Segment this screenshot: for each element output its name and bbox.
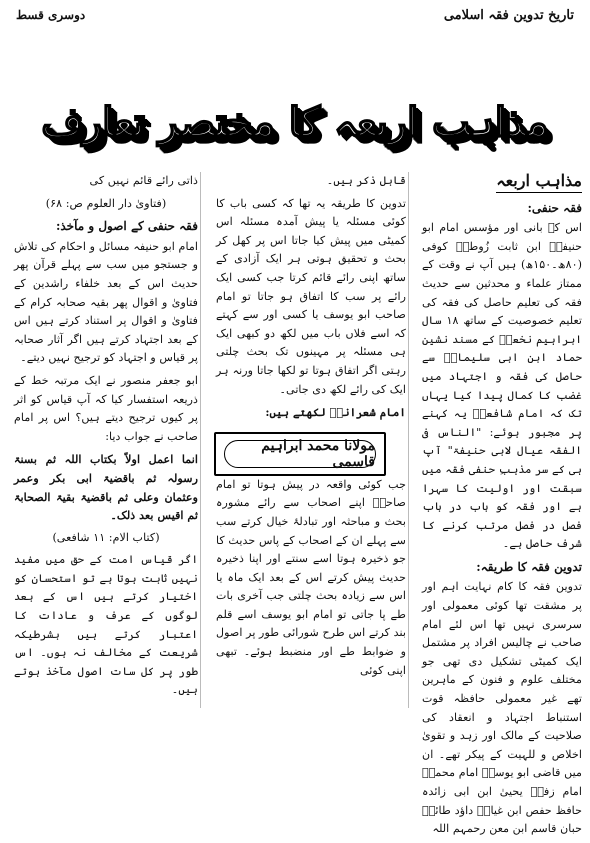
- section-heading: مذاہب اربعہ: [496, 172, 582, 193]
- paragraph: تدوین فقہ کا کام نہایت اہم اور پر مشقت تھا کوئی معمولی اور سرسری نہیں تھا اس لئے امام صاحب نے چالیس افراد پر مشتمل ایک کمیٹی تشکیل دی تھی جو مختلف علوم و فنون کے ماہرین تھے غیر معمولی حافظہ قوت استنباط اجتہاد و انعقاد کی صلاحیت کے مالک اور زہد و تقویٰ اخلاص و للہیت کے پیکر تھے۔ ان میں قاضی ابو یوسفؒ امام محمدؒ امام زفرؒ یحییٰ ابن ابی زائدہ حافظ حفص ابن غیاثؒ داؤد طائیؒ حبان قاسم ابن معن رحمہم اللہ: [422, 580, 582, 836]
- subheading-tadween: تدوین فقہ کا طریقہ:: [476, 559, 582, 574]
- title-banner: [0, 92, 590, 152]
- reference: (کتاب الام: ۱۱ شافعی): [52, 530, 160, 544]
- paragraph: اگر قیاس امت کے حق میں مفید نہیں ثابت ہوتا ہے تو استحسان کو اختیار کرتے ہیں اس کے بعد لوگوں کے عرف و عادات کا اعتبار کرتے ہیں بشرطیکہ شریعت کے مخالف نہ ہوں۔ اس طور پر کل سات اصول مآخذ ہوتے ہیں۔: [14, 553, 198, 697]
- paragraph: اس کے بانی اور مؤسس امام ابو حنیفہؒ ابن ثابت زُوطیؒ کوفی (۸۰ھ۔۱۵۰ھ) ہیں آپ نے وقت کے ممتاز علماء و محدثین سے حدیث فقہ کی تعلیم حاصل کی فقہ کی تعلیم خصوصیت کے ساتھ ۱۸ سال ابراہیم نخعیؒ کے مسند نشین حماد ابن ابی سلیمانؒ سے حاصل کی فقہ و اجتہاد میں غضب کا کمال پیدا کیا یہاں تک کہ امام شافعیؒ یہ کہنے پر مجبور ہوئے: "الناس فی الفقہ عیال لابی حنیفۃ" آپ ہی کے سر مذہبِ حنفی فقہ میں سبقت اور اولیت کا سہرا ہے اور فقہ کو باب در باب فصل در فصل مرتب کرنے کا شرف حاصل ہے۔: [422, 221, 582, 551]
- paragraph: قابل ذکر ہیں۔: [326, 174, 406, 187]
- paragraph: جب کوئی واقعہ در پیش ہوتا تو امام صاحبؒ اپنے اصحاب سے رائے مشورہ بحث و مباحثہ اور تبادلۂ خیال کرتے سب سے پہلے ان کے اصحاب کے پاس حدیث کا جو ذخیرہ ہوتا اسے سنتے اور اپنا ذخیرہ حدیث پیش کرتے اس کے بعد ایک ماہ یا اس سے زیادہ بحث چلتی جب آخری بات طے پا جاتی تو امام ابو یوسف اسے قلم بند کرتے اس طرح شورائی طور پر اصول و ضوابط طے اور منضبط ہوئے۔ تبھی اپنی کوئی: [216, 477, 406, 677]
- paragraph: تدوین کا طریقہ یہ تھا کہ کسی باب کا کوئی مسئلہ یا پیش آمدہ مسئلہ اس کمیٹی میں پیش کیا جاتا اس پر کھل کر بحث و تحقیق ہوتی ہر ایک آزادی کے ساتھ اپنی رائے قائم کرتا جب کسی ایک رائے پر سب کا اتفاق ہو جاتا تو امام صاحب ابو یوسف یا کسی اور سے کہتے کہ اسے فلاں باب میں لکھ دو کبھی ایک ہی مسئلہ پر مہینوں تک بحث چلتی رہتی اگر اتفاق ہوتا تو لکھا جاتا ورنہ ہر ایک کی رائے لکھ دی جاتی۔: [216, 196, 406, 396]
- paragraph: امام ابو حنیفہ مسائل و احکام کی تلاش و جستجو میں سب سے پہلے قرآن پھر حدیث اس کے بعد خلفاء راشدین کے فتاویٰ و اقوال پھر بقیہ صحابہ کرام کے فتاویٰ و اقوال پر استناد کرتے ہیں اس کے بعد اجتہاد کرتے ہیں اگر آثار صحابہ پر قیاس و اجتہاد کو ترجیح نہیں دیتے۔: [14, 239, 198, 365]
- author-name: مولانا محمد ابراہیم قاسمی: [224, 440, 376, 468]
- paragraph: ابو جعفر منصور نے ایک مرتبہ خط کے ذریعہ استفسار کیا کہ آپ قیاس کو اثر پر کیوں ترجیح دیتے ہیں؟ اس پر امام صاحب نے جواب دیا:: [14, 373, 198, 443]
- arabic-quote: انما اعمل اولاً بکتاب اللہ ثم بسنۃ رسولہ ثم باقضیۃ ابی بکر وعمر وعثمان وعلی ثم باقضیۃ بقیۃ الصحابۃ ثم اقیس بعد ذلک۔: [14, 452, 198, 523]
- column-divider: [408, 172, 409, 708]
- part-label: دوسری قسط: [16, 8, 86, 22]
- article-title: مذاہب اربعہ کا مختصر تعارف: [41, 98, 549, 146]
- column-divider: [200, 172, 201, 708]
- column-left: [14, 172, 198, 704]
- subheading-usool: فقہ حنفی کے اصول و مآخذ:: [55, 219, 198, 234]
- running-title: تاریخ تدوین فقہ اسلامی: [443, 8, 574, 23]
- author-box: [214, 432, 386, 476]
- reference: (فتاویٰ دار العلوم ص: ۶۸): [45, 196, 167, 210]
- paragraph: امام شعرانیؒ لکھتے ہیں:: [265, 405, 406, 420]
- column-middle: [216, 172, 406, 684]
- paragraph: ذاتی رائے قائم نہیں کی: [89, 174, 198, 187]
- subheading-fiqh-hanafi: فقہ حنفی:: [527, 200, 582, 215]
- column-right: [422, 172, 582, 843]
